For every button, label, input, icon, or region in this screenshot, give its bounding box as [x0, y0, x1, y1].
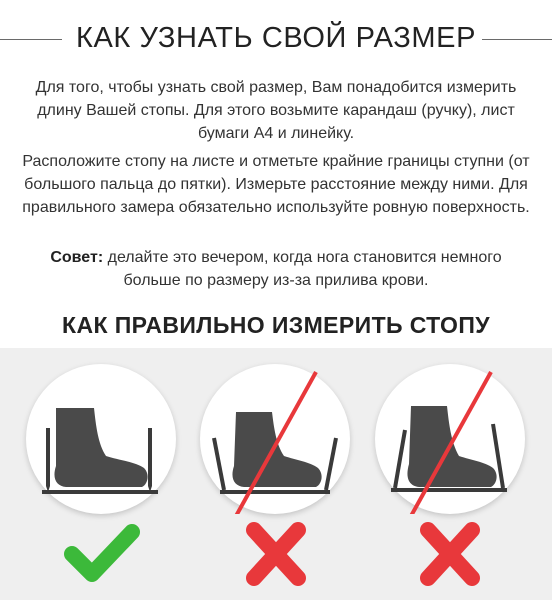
- example-wrong-tilted-inward: [375, 364, 525, 514]
- examples-panel: [0, 348, 552, 600]
- pencil-left-icon: [214, 438, 224, 490]
- foot-measure-wrong-1-illustration: [200, 364, 350, 514]
- foot-measure-wrong-2-illustration: [375, 364, 525, 514]
- pencil-left-icon: [395, 430, 405, 488]
- paper-sheet-icon: [42, 490, 158, 494]
- pencil-left-icon: [46, 428, 50, 486]
- pencil-right-icon: [326, 438, 336, 490]
- header: [0, 18, 552, 58]
- section-title: КАК ПРАВИЛЬНО ИЗМЕРИТЬ СТОПУ: [62, 312, 490, 338]
- instructions-paragraph-2: Расположите стопу на листе и отметьте крайние границы ступни (от большого пальца до пятки). Измерьте расстояние между ними. Для правильного замера обязательно используйте ровную поверхность.: [22, 153, 530, 216]
- foot-icon: [232, 412, 321, 487]
- title-rule-left: [0, 39, 62, 40]
- example-correct: [26, 364, 176, 514]
- paper-sheet-icon: [391, 488, 507, 492]
- example-wrong-tilted-outward: [200, 364, 350, 514]
- tip-paragraph: [20, 246, 532, 292]
- paper-sheet-icon: [220, 490, 330, 494]
- instructions-paragraph-1: Для того, чтобы узнать свой размер, Вам понадобится измерить длину Вашей стопы. Для этого возьмите карандаш (ручку), лист бумаги А4 и линейку.: [35, 79, 517, 142]
- page-title: КАК УЗНАТЬ СВОЙ РАЗМЕР: [75, 21, 477, 54]
- tip-text: делайте это вечером, когда нога становится немного больше по размеру из-за прилива крови.: [103, 249, 502, 289]
- cross-icon: [236, 520, 316, 588]
- foot-measure-correct-illustration: [26, 364, 176, 514]
- cross-icon: [410, 520, 490, 588]
- tip-label: Совет:: [50, 249, 104, 266]
- foot-icon: [407, 406, 496, 487]
- pencil-right-icon: [148, 428, 152, 486]
- checkmark-icon: [62, 520, 142, 588]
- foot-icon: [54, 408, 147, 487]
- title-rule-right: [482, 39, 552, 40]
